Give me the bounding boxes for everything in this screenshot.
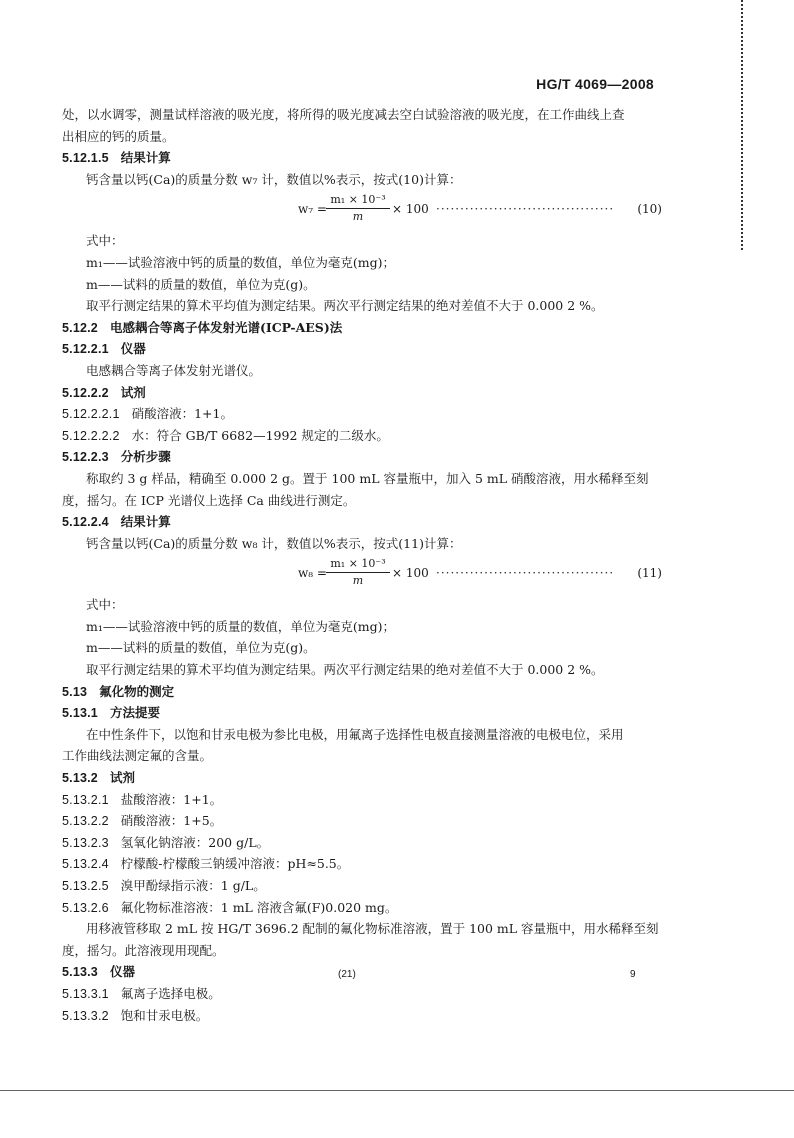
fraction-numerator: m₁ × 10⁻³ <box>326 556 390 573</box>
section-number: 5.12.2.4 <box>62 515 109 530</box>
equation-lhs: w₇ = <box>298 202 327 217</box>
numbered-item <box>62 403 662 425</box>
equation <box>62 192 662 228</box>
numbered-item <box>62 810 662 832</box>
item-text: 硝酸溶液：1+1。 <box>131 406 233 422</box>
scan-bottom-edge <box>0 1090 794 1091</box>
section-title: 结果计算 <box>120 150 171 166</box>
section-title: 试剂 <box>120 384 146 400</box>
body-text-line: 出相应的钙的质量。 <box>62 128 175 144</box>
body-text-line: m₁——试验溶液中钙的质量的数值，单位为毫克(mg)； <box>86 618 395 634</box>
item-number: 5.13.3.1 <box>62 986 109 1001</box>
numbered-item <box>62 853 662 875</box>
body-text-line: 取平行测定结果的算术平均值为测定结果。两次平行测定结果的绝对差值不大于 0.000 2 %。 <box>86 662 604 678</box>
section-title: 试剂 <box>109 770 135 786</box>
numbered-item <box>62 897 662 919</box>
body-text-line: 度，摇匀。此溶液现用现配。 <box>62 942 225 958</box>
item-text: 氟离子选择电极。 <box>120 985 221 1001</box>
section-heading <box>62 382 662 404</box>
equation-rhs: × 100 <box>392 202 429 217</box>
equation-number: (10) <box>637 202 662 217</box>
fraction-denominator: m <box>352 210 364 224</box>
item-text: 硝酸溶液：1+5。 <box>120 813 223 829</box>
section-heading <box>62 446 662 468</box>
fraction-denominator: m <box>352 574 364 588</box>
item-text: 盐酸溶液：1+1。 <box>120 791 223 807</box>
section-title: 方法提要 <box>109 705 160 721</box>
item-text: 氢氧化钠溶液：200 g/L。 <box>120 834 270 850</box>
body-text-line: 式中： <box>86 597 124 613</box>
item-text: 氟化物标准溶液：1 mL 溶液含氟(F)0.020 mg。 <box>120 899 398 915</box>
body-text-line: m₁——试验溶液中钙的质量的数值，单位为毫克(mg)； <box>86 254 395 270</box>
numbered-item <box>62 1005 662 1027</box>
item-number: 5.13.2.4 <box>62 857 109 872</box>
item-number: 5.12.2.2.1 <box>62 407 120 422</box>
section-heading <box>62 147 662 169</box>
section-heading <box>62 702 662 724</box>
numbered-item <box>62 789 662 811</box>
body-text-line: m——试料的质量的数值，单位为克(g)。 <box>86 640 316 656</box>
scan-edge-mark <box>741 0 743 250</box>
body-text-line: 钙含量以钙(Ca)的质量分数 w₇ 计，数值以%表示，按式(10)计算： <box>86 171 462 187</box>
item-number: 5.12.2.2.2 <box>62 428 120 443</box>
equation-rhs: × 100 <box>392 566 429 581</box>
item-number: 5.13.2.3 <box>62 835 109 850</box>
item-text: 柠檬酸-柠檬酸三钠缓冲溶液：pH≈5.5。 <box>120 856 350 872</box>
section-title: 分析步骤 <box>120 449 171 465</box>
item-text: 水：符合 GB/T 6682—1992 规定的二级水。 <box>131 427 389 443</box>
body-text-line: 在中性条件下，以饱和甘汞电极为参比电极，用氟离子选择性电极直接测量溶液的电极电位，采用 <box>86 726 624 742</box>
section-number: 5.12.1.5 <box>62 151 109 166</box>
body-text-line: 电感耦合等离子体发射光谱仪。 <box>86 362 262 378</box>
equation-lhs: w₈ = <box>298 566 327 581</box>
numbered-item <box>62 832 662 854</box>
equation-leader-dots: ····································· <box>436 202 615 217</box>
numbered-item <box>62 425 662 447</box>
equation-leader-dots: ····································· <box>436 566 615 581</box>
equation-fraction <box>326 192 390 225</box>
section-heading <box>62 317 662 339</box>
section-heading <box>62 767 662 789</box>
section-heading <box>62 681 662 703</box>
section-title: 氟化物的测定 <box>99 683 175 699</box>
body-text-line: 取平行测定结果的算术平均值为测定结果。两次平行测定结果的绝对差值不大于 0.000 2 %。 <box>86 298 604 314</box>
section-number: 5.12.2 <box>62 320 98 335</box>
body-text-line: 钙含量以钙(Ca)的质量分数 w₈ 计，数值以%表示，按式(11)计算： <box>86 535 462 551</box>
equation-number: (11) <box>637 566 662 581</box>
fraction-numerator: m₁ × 10⁻³ <box>326 192 390 209</box>
body-text-line: 度，摇匀。在 ICP 光谱仪上选择 Ca 曲线进行测定。 <box>62 492 356 508</box>
section-title: 电感耦合等离子体发射光谱(ICP-AES)法 <box>109 319 343 335</box>
equation <box>62 556 662 592</box>
body-text-line: 处，以水调零，测量试样溶液的吸光度，将所得的吸光度减去空白试验溶液的吸光度，在工作曲线上查 <box>62 107 625 122</box>
page-footer <box>0 969 794 985</box>
section-number: 5.13.2 <box>62 771 98 786</box>
item-text: 溴甲酚绿指示液：1 g/L。 <box>120 878 266 893</box>
body-text-line: 称取约 3 g 样品，精确至 0.000 2 g。置于 100 mL 容量瓶中，加入 5 mL 硝酸溶液，用水稀释至刻 <box>86 470 649 486</box>
section-title: 仪器 <box>109 964 135 980</box>
page-reference-number: (21) <box>338 969 356 980</box>
section-number: 5.13 <box>62 684 88 699</box>
section-number: 5.12.2.1 <box>62 342 109 357</box>
section-heading <box>62 338 662 360</box>
standard-code-header: HG/T 4069—2008 <box>536 76 654 92</box>
item-number: 5.13.2.6 <box>62 900 109 915</box>
equation-fraction <box>326 556 390 589</box>
item-text: 饱和甘汞电极。 <box>120 1007 209 1023</box>
body-text-line: 式中： <box>86 233 124 249</box>
item-number: 5.13.2.1 <box>62 792 109 807</box>
section-title: 仪器 <box>120 341 146 357</box>
section-number: 5.12.2.2 <box>62 385 109 400</box>
section-heading <box>62 511 662 533</box>
folio-number: 9 <box>630 969 636 980</box>
body-text-line: 用移液管移取 2 mL 按 HG/T 3696.2 配制的氟化物标准溶液，置于 100 mL 容量瓶中，用水稀释至刻 <box>86 921 659 937</box>
body-text-line: m——试料的质量的数值，单位为克(g)。 <box>86 276 316 292</box>
section-title: 结果计算 <box>120 514 171 530</box>
section-number: 5.13.3 <box>62 965 98 980</box>
item-number: 5.13.2.2 <box>62 814 109 829</box>
numbered-item <box>62 983 662 1005</box>
section-number: 5.13.1 <box>62 706 98 721</box>
numbered-item <box>62 875 662 897</box>
section-number: 5.12.2.3 <box>62 450 109 465</box>
item-number: 5.13.3.2 <box>62 1008 109 1023</box>
body-content <box>62 104 662 1026</box>
item-number: 5.13.2.5 <box>62 879 109 893</box>
body-text-line: 工作曲线法测定氟的含量。 <box>62 748 213 764</box>
